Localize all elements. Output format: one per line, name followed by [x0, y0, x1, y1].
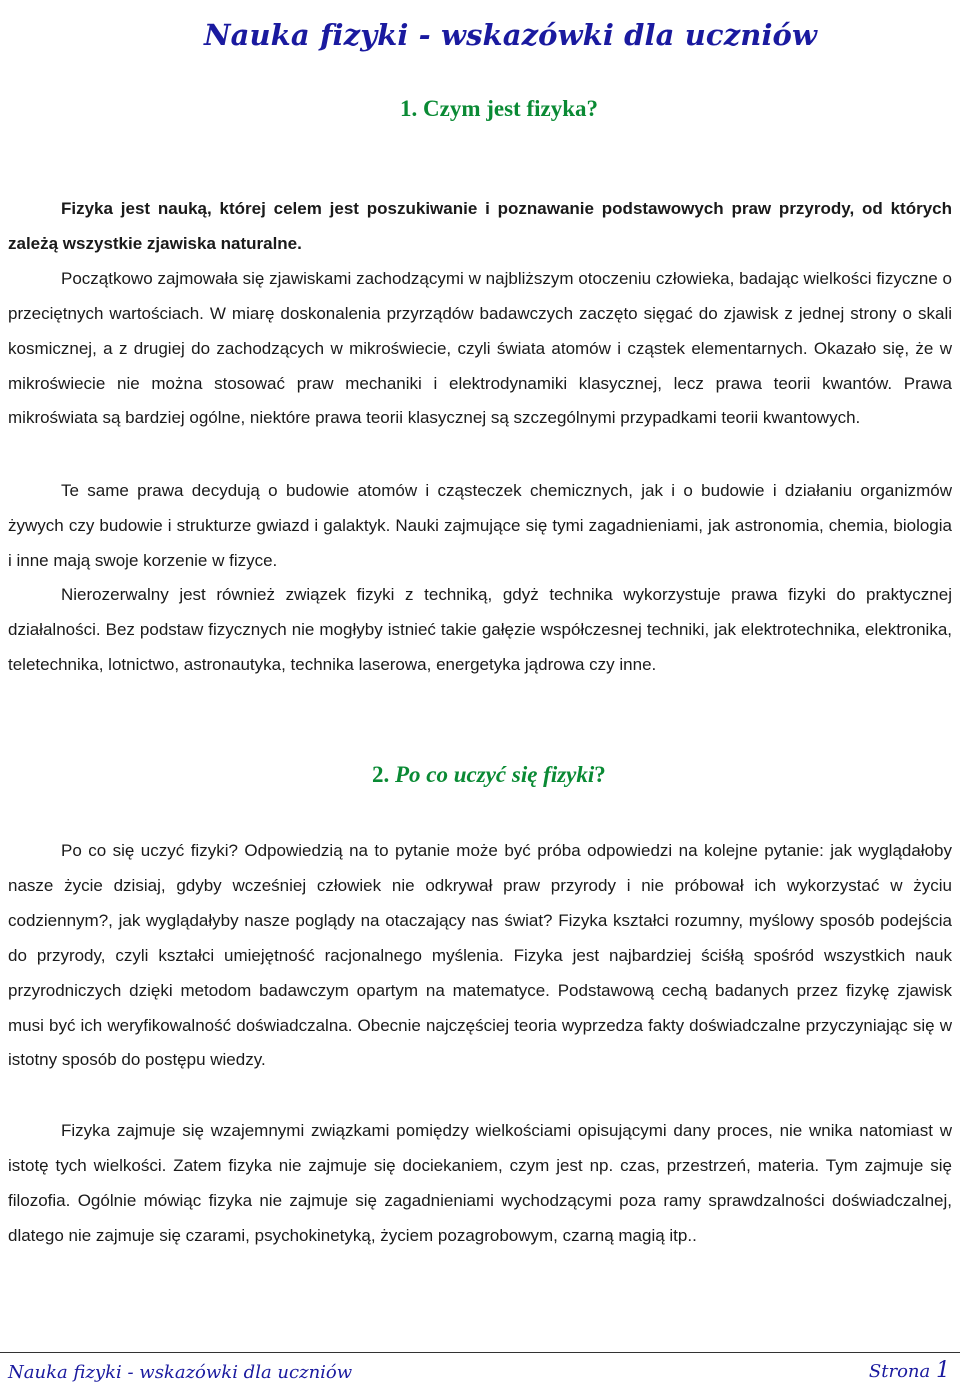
section2-paragraph-1-text: Po co się uczyć fizyki? Odpowiedzią na to pytanie może być próba odpowiedzi na kolejne pytanie: jak wyglądałoby nasze życie dzisiaj, gdyby wcześniej człowiek nie odkrywał praw przyrody i nie próbował ich wykorzystać w życiu codziennym?, jak wyglądałyby nasze poglądy na otaczający nas świat? Fizyka kształci rozumny, myślowy sposób podejścia do przyrody, czyli kształci umiejętność racjonalnego myślenia. Fizyka jest najbardziej ściśłą spośród wszystkich nauk przyrodniczych dzięki metodom badawczym opartym na matematyce. Podstawową cechą badanych przez fizykę zjawisk musi być ich weryfikowalność doświadczalna. Obecnie najczęściej teoria wyprzedza fakty doświadczalne przyczyniając się w istotny sposób do postępu wiedzy. — [8, 841, 952, 1070]
footer-page-indicator — [869, 1359, 950, 1384]
footer-page-label: Strona — [868, 1361, 931, 1382]
section2-paragraph-1 — [8, 834, 952, 1078]
footer-page-number: 1 — [936, 1358, 950, 1383]
footer-divider — [0, 1352, 960, 1353]
section1-paragraph-3 — [8, 578, 952, 683]
section1-paragraph-1 — [8, 192, 952, 436]
section1-paragraph-1-rest: Początkowo zajmowała się zjawiskami zachodzącymi w najbliższym otoczeniu człowieka, badając wielkości fizyczne o przeciętnych wartościach. W miarę doskonalenia przyrządów badawczych zaczęto sięgać do zjawisk z jednej strony o skali kosmicznej, a z drugiej do zachodzących w mikroświecie, czyli świata atomów i cząstek elementarnych. Okazało się, że w mikroświecie nie można stosować praw mechaniki i elektrodynamiki klasycznej, lecz prawa teorii kwantów. Prawa mikroświata są bardziej ogólne, niektóre prawa teorii klasycznej są szczególnymi przypadkami teorii kwantowych. — [8, 268, 952, 428]
document-title: Nauka fizyki - wskazówki dla uczniów — [204, 18, 818, 53]
footer-title: Nauka fizyki - wskazówki dla uczniów — [8, 1362, 353, 1383]
section-heading-2-mark: ? — [594, 762, 606, 787]
section2-paragraph-2 — [8, 1114, 952, 1254]
section1-lead-sentence: Fizyka jest nauką, której celem jest poszukiwanie i poznawanie podstawowych praw przyrody, od których zależą wszystkie zjawiska naturalne. — [8, 199, 952, 253]
section1-paragraph-2-text: Te same prawa decydują o budowie atomów i cząsteczek chemicznych, jak i o budowie i działaniu organizmów żywych czy budowie i strukturze gwiazd i galaktyk. Nauki zajmujące się tymi zagadnieniami, jak astronomia, chemia, biologia i inne mają swoje korzenie w fizyce. — [8, 481, 952, 570]
section-heading-1: 1. Czym jest fizyka? — [400, 96, 599, 121]
section-heading-2-text: Po co uczyć się fizyki — [395, 762, 595, 787]
section-heading-2 — [372, 760, 606, 790]
section2-paragraph-2-text: Fizyka zajmuje się wzajemnymi związkami pomiędzy wielkościami opisującymi dany proces, nie wnika natomiast w istotę tych wielkości. Zatem fizyka nie zajmuje się dociekaniem, czym jest np. czas, przestrzeń, materia. Tym zajmuje się filozofia. Ogólnie mówiąc fizyka nie zajmuje się zagadnieniami wychodzącymi poza ramy sprawdzalności doświadczalnej, dlatego nie zajmuje się czarami, psychokinetyką, życiem pozagrobowym, czarną magią itp.. — [8, 1121, 952, 1245]
section1-paragraph-2 — [8, 474, 952, 579]
section1-paragraph-3-text: Nierozerwalny jest również związek fizyki z techniką, gdyż technika wykorzystuje prawa fizyki do praktycznej działalności. Bez podstaw fizycznych nie mogłyby istnieć takie gałęzie współczesnej techniki, jak elektrotechnika, elektronika, teletechnika, lotnictwo, astronautyka, technika laserowa, energetyka jądrowa czy inne. — [8, 585, 952, 674]
section-heading-2-number: 2. — [372, 762, 390, 787]
